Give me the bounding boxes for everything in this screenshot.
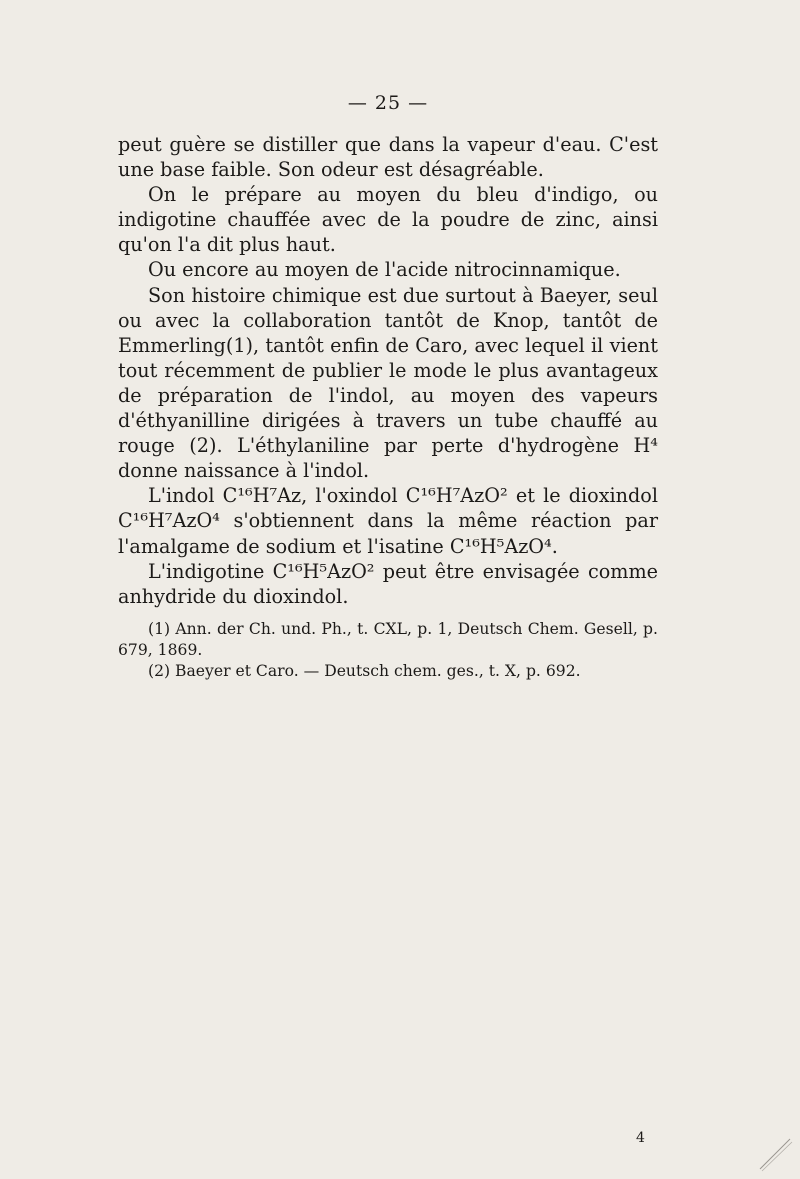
footnote-2: (2) Baeyer et Caro. — Deutsch chem. ges., t. X, p. 692. <box>148 661 581 680</box>
body-text <box>118 132 658 609</box>
book-page <box>118 92 658 682</box>
signature-mark: 4 <box>636 1130 645 1146</box>
paragraph-4: Son histoire chimique est due surtout à Baeyer, seul ou avec la collaboration tantôt de Knop, tantôt de Emmerling(1), tantôt enfin de Caro, avec lequel il vient tout récemment de publier le mode le plus avantageux de préparation de l'indol, au moyen des vapeurs d'éthyanilline dirigées à travers un tube chauffé au rouge (2). L'éthylaniline par perte d'hydrogène H⁴ donne naissance à l'indol. <box>118 283 658 483</box>
paragraph-6: L'indigotine C¹⁶H⁵AzO² peut être envisagée comme anhydride du dioxindol. <box>118 559 658 608</box>
pencil-stroke-icon <box>756 1133 796 1173</box>
footnote-1: (1) Ann. der Ch. und. Ph., t. CXL, p. 1, Deutsch Chem. Gesell, p. 679, 1869. <box>118 619 658 659</box>
paragraph-2: On le prépare au moyen du bleu d'indigo, ou indigotine chauffée avec de la poudre de zinc, ainsi qu'on l'a dit plus haut. <box>118 183 658 257</box>
page-number: — 25 — <box>347 92 429 114</box>
paragraph-5: L'indol C¹⁶H⁷Az, l'oxindol C¹⁶H⁷AzO² et le dioxindol C¹⁶H⁷AzO⁴ s'obtiennent dans la même réaction par l'amalgame de sodium et l'isatine C¹⁶H⁵AzO⁴. <box>118 484 658 558</box>
paragraph-1: peut guère se distiller que dans la vapeur d'eau. C'est une base faible. Son odeur est désagréable. <box>118 133 658 182</box>
footnotes <box>118 619 658 682</box>
paragraph-3: Ou encore au moyen de l'acide nitrocinnamique. <box>148 258 621 282</box>
